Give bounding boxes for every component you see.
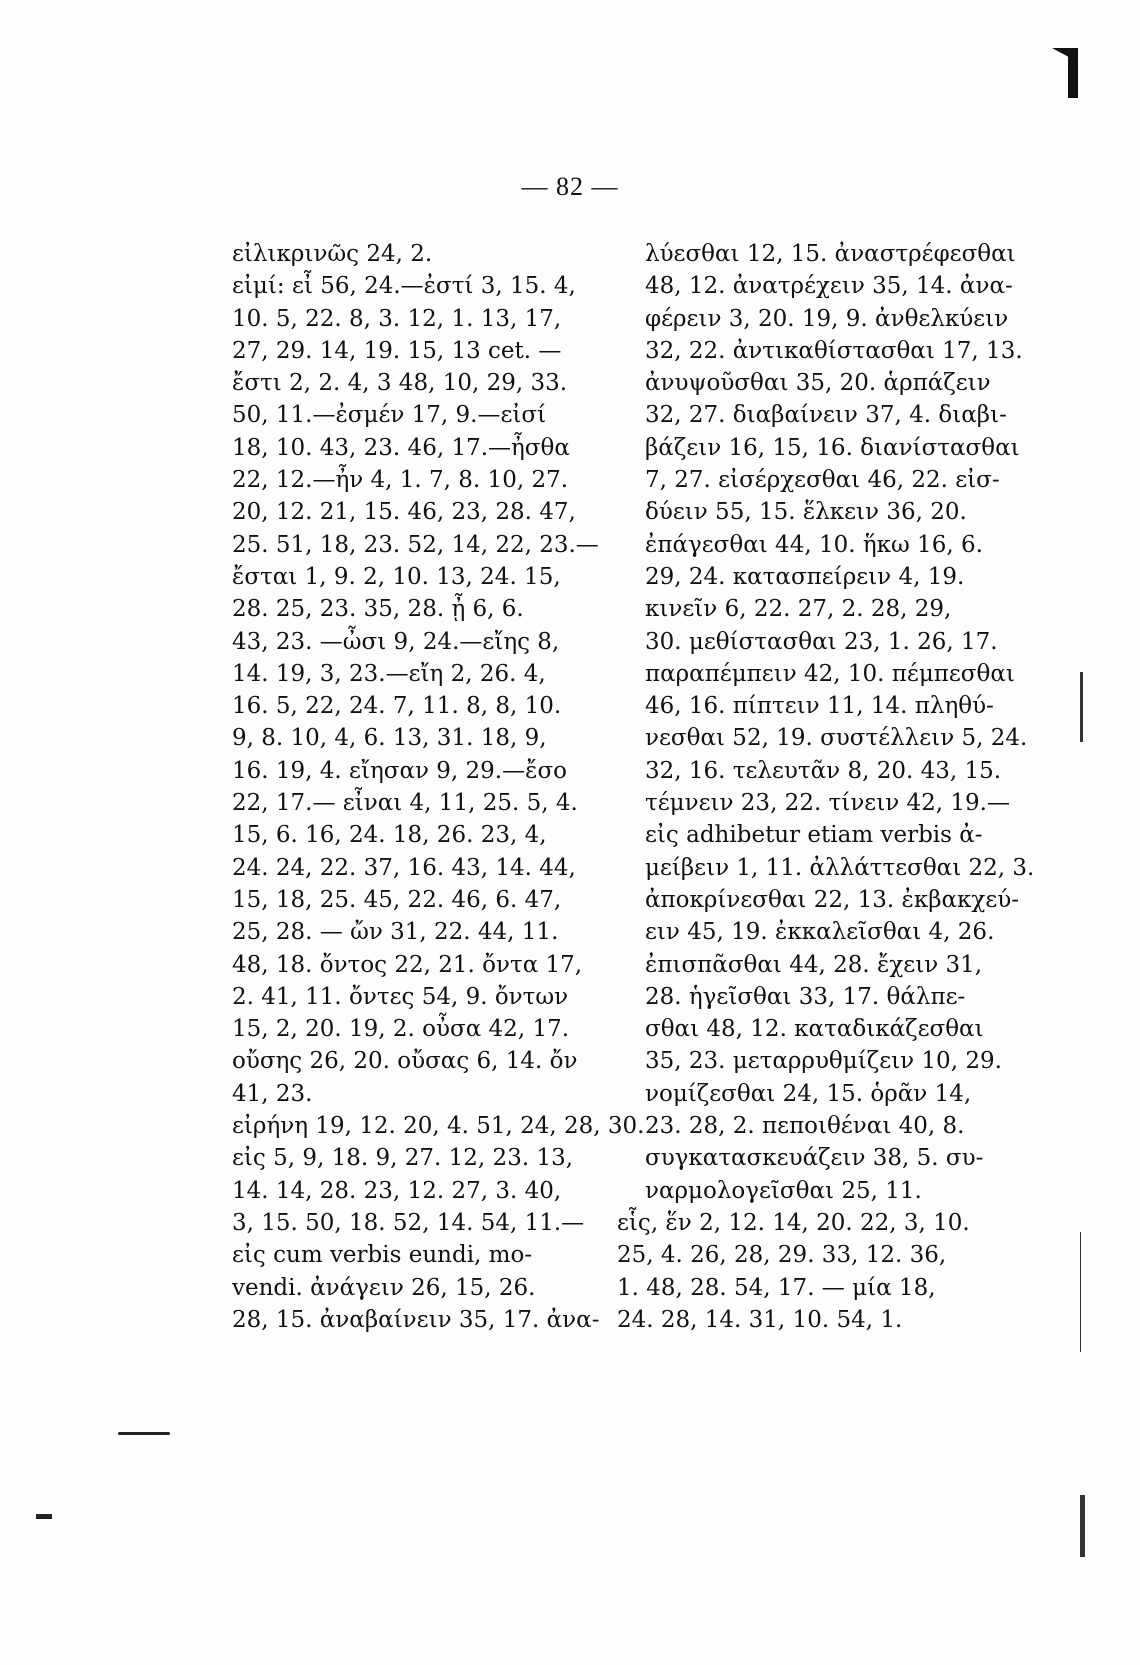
entry-line: δύειν 55, 15. ἕλκειν 36, 20. <box>645 499 967 526</box>
entry-line: 14. 14, 28. 23, 12. 27, 3. 40, <box>232 1177 562 1204</box>
entry-line: τέμνειν 23, 22. τίνειν 42, 19.— <box>645 790 1010 817</box>
entry-line: 27, 29. 14, 19. 15, 13 cet. — <box>232 337 562 364</box>
entry-line: εἰς 5, 9, 18. 9, 27. 12, 23. 13, <box>232 1145 574 1172</box>
entry-line: 50, 11.—ἐσμέν 17, 9.—εἰσί <box>232 402 547 429</box>
entry-line: 32, 22. ἀντικαθίστασθαι 17, 13. <box>645 337 1023 364</box>
entry-line: 1. 48, 28. 54, 17. — μία 18, <box>617 1274 936 1301</box>
margin-dash-mark <box>118 1432 170 1435</box>
entry-line: σθαι 48, 12. καταδικάζεσθαι <box>645 1016 984 1043</box>
entry-line: 10. 5, 22. 8, 3. 12, 1. 13, 17, <box>232 305 562 332</box>
right-column <box>617 238 1035 1336</box>
index-entry-eilikrinos <box>232 238 602 270</box>
entry-line: 9, 8. 10, 4, 6. 13, 31. 18, 9, <box>232 725 547 752</box>
margin-dot-mark <box>36 1514 52 1519</box>
entry-line: ἀνυψοῦσθαι 35, 20. ἁρπάζειν <box>645 370 991 397</box>
left-column <box>232 238 645 1336</box>
entry-line: ειν 45, 19. ἐκκαλεῖσθαι 4, 26. <box>645 919 995 946</box>
entry-line: 25. 51, 18, 23. 52, 14, 22, 23.— <box>232 531 599 558</box>
index-entry-eis-continued <box>645 238 1035 1207</box>
entry-line: 7, 27. εἰσέρχεσθαι 46, 22. εἰσ- <box>645 467 1000 494</box>
entry-line: 16. 5, 22, 24. 7, 11. 8, 8, 10. <box>232 693 562 720</box>
entry-line: 35, 23. μεταρρυθμίζειν 10, 29. <box>645 1048 1002 1075</box>
entry-line: ἐπισπᾶσθαι 44, 28. ἔχειν 31, <box>645 951 983 978</box>
entry-line: εἰρήνη 19, 12. 20, 4. 51, 24, 28, 30. <box>232 1113 645 1140</box>
entry-line: 3, 15. 50, 18. 52, 14. 54, 11.— <box>232 1209 585 1236</box>
index-entry-heis <box>617 1207 1017 1336</box>
corner-print-flag <box>1052 48 1078 62</box>
entry-line: 14. 19, 3, 23.—εἴη 2, 26. 4, <box>232 660 546 687</box>
entry-line: 24. 24, 22. 37, 16. 43, 14. 44, <box>232 854 576 881</box>
entry-line: 28. 25, 23. 35, 28. ᾖ 6, 6. <box>232 596 524 623</box>
entry-line: 28, 15. ἀναβαίνειν 35, 17. ἀνα- <box>232 1306 600 1333</box>
entry-line: 23. 28, 2. πεποιθέναι 40, 8. <box>645 1113 965 1140</box>
index-entry-eimi <box>232 270 602 1110</box>
entry-line: 43, 23. —ὦσι 9, 24.—εἴης 8, <box>232 628 560 655</box>
entry-line: νεσθαι 52, 19. συστέλλειν 5, 24. <box>645 725 1028 752</box>
entry-line: ἐπάγεσθαι 44, 10. ἥκω 16, 6. <box>645 531 983 558</box>
entry-line: 46, 16. πίπτειν 11, 14. πληθύ- <box>645 693 994 720</box>
entry-line: 30. μεθίστασθαι 23, 1. 26, 17. <box>645 628 998 655</box>
entry-line: φέρειν 3, 20. 19, 9. ἀνθελκύειν <box>645 305 1009 332</box>
entry-line: 18, 10. 43, 23. 46, 17.—ἦσθα <box>232 434 570 461</box>
entry-line: 32, 27. διαβαίνειν 37, 4. διαβι- <box>645 402 1007 429</box>
entry-line: συγκατασκευάζειν 38, 5. συ- <box>645 1145 984 1172</box>
entry-line: λύεσθαι 12, 15. ἀναστρέφεσθαι <box>645 241 1016 267</box>
entry-line: 22, 17.— εἶναι 4, 11, 25. 5, 4. <box>232 790 578 817</box>
entry-line: 15, 2, 20. 19, 2. οὖσα 42, 17. <box>232 1016 570 1043</box>
entry-line: βάζειν 16, 15, 16. διανίστασθαι <box>645 434 1020 461</box>
entry-line: 16. 19, 4. εἴησαν 9, 29.—ἔσο <box>232 757 567 784</box>
entry-line: ἀποκρίνεσθαι 22, 13. ἐκβακχεύ- <box>645 886 1020 913</box>
entry-line: εἰλικρινῶς 24, 2. <box>232 241 433 267</box>
entry-line: 48, 18. ὄντος 22, 21. ὄντα 17, <box>232 951 583 978</box>
entry-line: 20, 12. 21, 15. 46, 23, 28. 47, <box>232 499 576 526</box>
entry-line: 15, 6. 16, 24. 18, 26. 23, 4, <box>232 822 547 849</box>
entry-line: 24. 28, 14. 31, 10. 54, 1. <box>617 1306 903 1333</box>
entry-line: εἰς adhibetur etiam verbis ἀ- <box>645 822 983 849</box>
entry-line: 28. ἡγεῖσθαι 33, 17. θάλπε- <box>645 983 966 1010</box>
entry-line: 25, 4. 26, 28, 29. 33, 12. 36, <box>617 1242 947 1269</box>
entry-line: μείβειν 1, 11. ἀλλάττεσθαι 22, 3. <box>645 854 1035 881</box>
entry-line: κινεῖν 6, 22. 27, 2. 28, 29, <box>645 596 952 623</box>
entry-line: vendi. ἀνάγειν 26, 15, 26. <box>232 1274 536 1301</box>
entry-line: 25, 28. — ὤν 31, 22. 44, 11. <box>232 919 559 946</box>
page-edge-mark <box>1080 1232 1081 1352</box>
page-edge-mark <box>1080 1495 1085 1557</box>
entry-line: 2. 41, 11. ὄντες 54, 9. ὄντων <box>232 983 569 1010</box>
entry-line: 48, 12. ἀνατρέχειν 35, 14. ἀνα- <box>645 273 1013 300</box>
entry-line: εἷς, ἕν 2, 12. 14, 20. 22, 3, 10. <box>617 1209 970 1236</box>
entry-line: 29, 24. κατασπείρειν 4, 19. <box>645 563 965 590</box>
entry-line: 41, 23. <box>232 1080 313 1107</box>
index-entry-eis <box>232 1142 602 1336</box>
index-entry-eirene <box>232 1110 645 1142</box>
page-edge-mark <box>1080 672 1083 742</box>
entry-line: ἔσται 1, 9. 2, 10. 13, 24. 15, <box>232 563 561 590</box>
entry-line: ἔστι 2, 2. 4, 3 48, 10, 29, 33. <box>232 370 568 397</box>
entry-line: 22, 12.—ἦν 4, 1. 7, 8. 10, 27. <box>232 467 569 494</box>
entry-line: εἰς cum verbis eundi, mo- <box>232 1242 533 1269</box>
entry-line: εἰμί: εἶ 56, 24.—ἐστί 3, 15. 4, <box>232 273 576 300</box>
entry-line: 32, 16. τελευτᾶν 8, 20. 43, 15. <box>645 757 1002 784</box>
entry-line: 15, 18, 25. 45, 22. 46, 6. 47, <box>232 886 562 913</box>
page-number: — 82 — <box>521 172 619 201</box>
entry-line: ναρμολογεῖσθαι 25, 11. <box>645 1177 922 1204</box>
entry-line: οὔσης 26, 20. οὔσας 6, 14. ὄν <box>232 1048 578 1075</box>
entry-line: παραπέμπειν 42, 10. πέμπεσθαι <box>645 660 1015 687</box>
entry-line: νομίζεσθαι 24, 15. ὁρᾶν 14, <box>645 1080 972 1107</box>
